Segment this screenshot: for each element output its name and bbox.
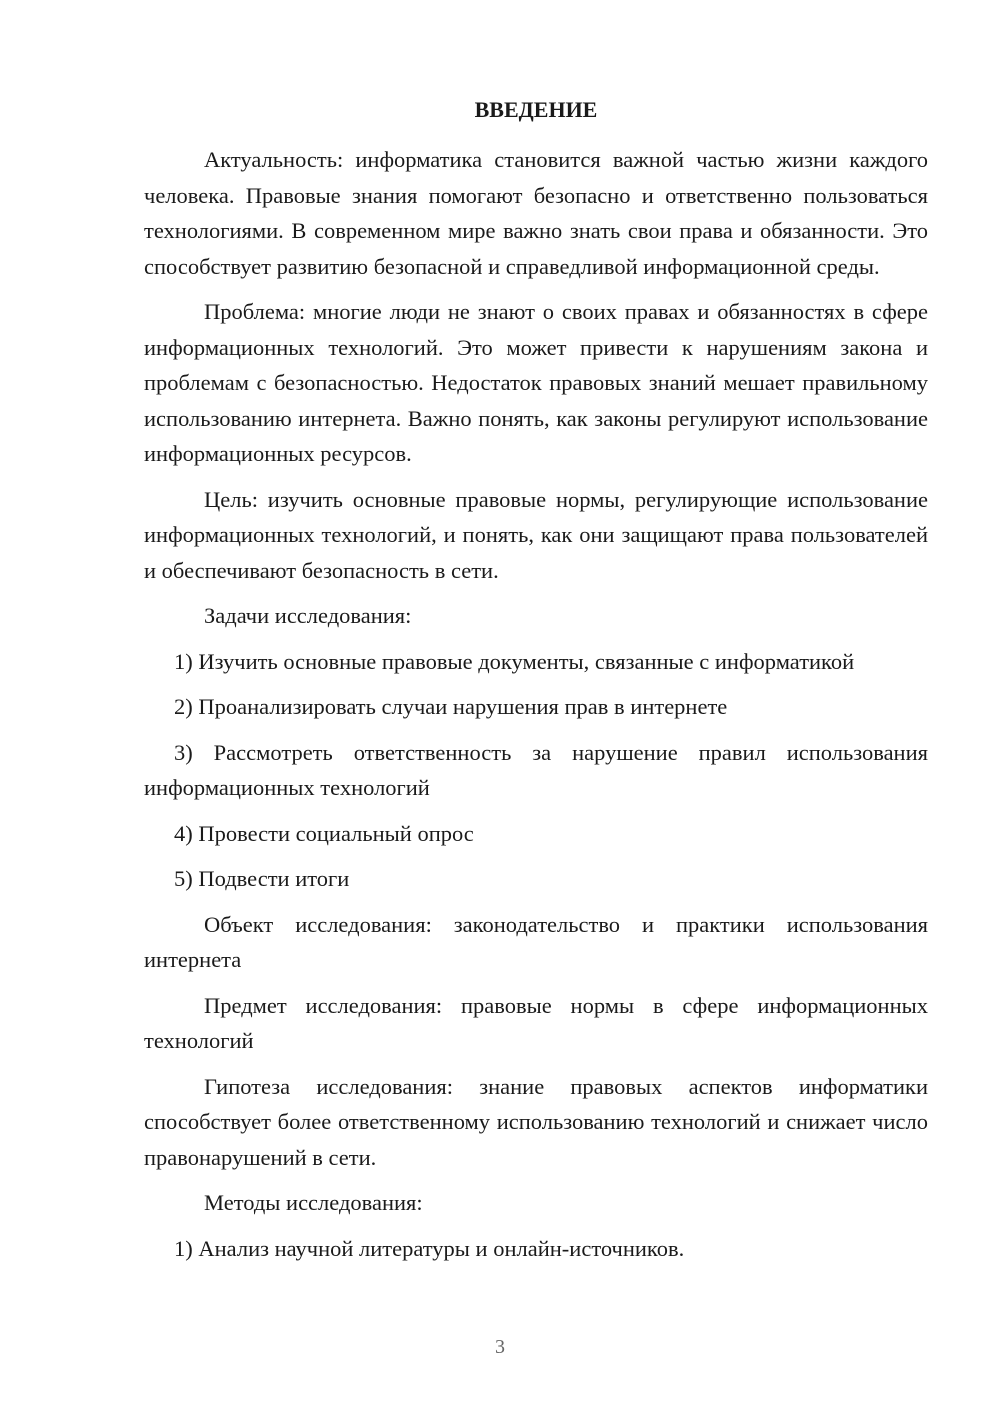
paragraph-subject: Предмет исследования: правовые нормы в сфере информационных технологий [144,992,928,1053]
methods-heading: Методы исследования: [204,1190,423,1215]
task-item: 2) Проанализировать случаи нарушения прав в интернете [174,694,728,719]
method-item: 1) Анализ научной литературы и онлайн-источников. [174,1235,685,1261]
paragraph-goal: Цель: изучить основные правовые нормы, регулирующие использование информационных технологий, и понять, как они защищают права пользователей и обеспечивают безопасность в сети. [144,486,928,583]
paragraph-object: Объект исследования: законодательство и практики использования интернета [144,911,928,972]
task-item: 5) Подвести итоги [174,866,350,891]
task-item: 1) Изучить основные правовые документы, связанные с информатикой [174,648,855,674]
section-heading: ВВЕДЕНИЕ [474,97,598,122]
page-number: 3 [495,1336,505,1358]
paragraph-problem: Проблема: многие люди не знают о своих правах и обязанностях в сфере информационных технологий. Это может привести к нарушениям закона и проблемам с безопасностью. Недостаток правовых знаний мешает правильному использованию интернета. Важно понять, как законы регулируют использование информационных ресурсов. [144,299,928,466]
task-item: 3) Рассмотреть ответственность за нарушение правил использования информационных технологий [144,739,928,800]
paragraph-relevance: Актуальность: информатика становится важной частью жизни каждого человека. Правовые знания помогают безопасно и ответственно пользоваться технологиями. В современном мире важно знать свои права и обязанности. Это способствует развитию безопасной и справедливой информационной среды. [144,147,928,279]
paragraph-hypothesis: Гипотеза исследования: знание правовых аспектов информатики способствует более ответственному использованию технологий и снижает число правонарушений в сети. [144,1073,928,1170]
tasks-heading: Задачи исследования: [204,603,412,628]
task-item: 4) Провести социальный опрос [174,820,474,846]
document-body [144,142,928,1276]
